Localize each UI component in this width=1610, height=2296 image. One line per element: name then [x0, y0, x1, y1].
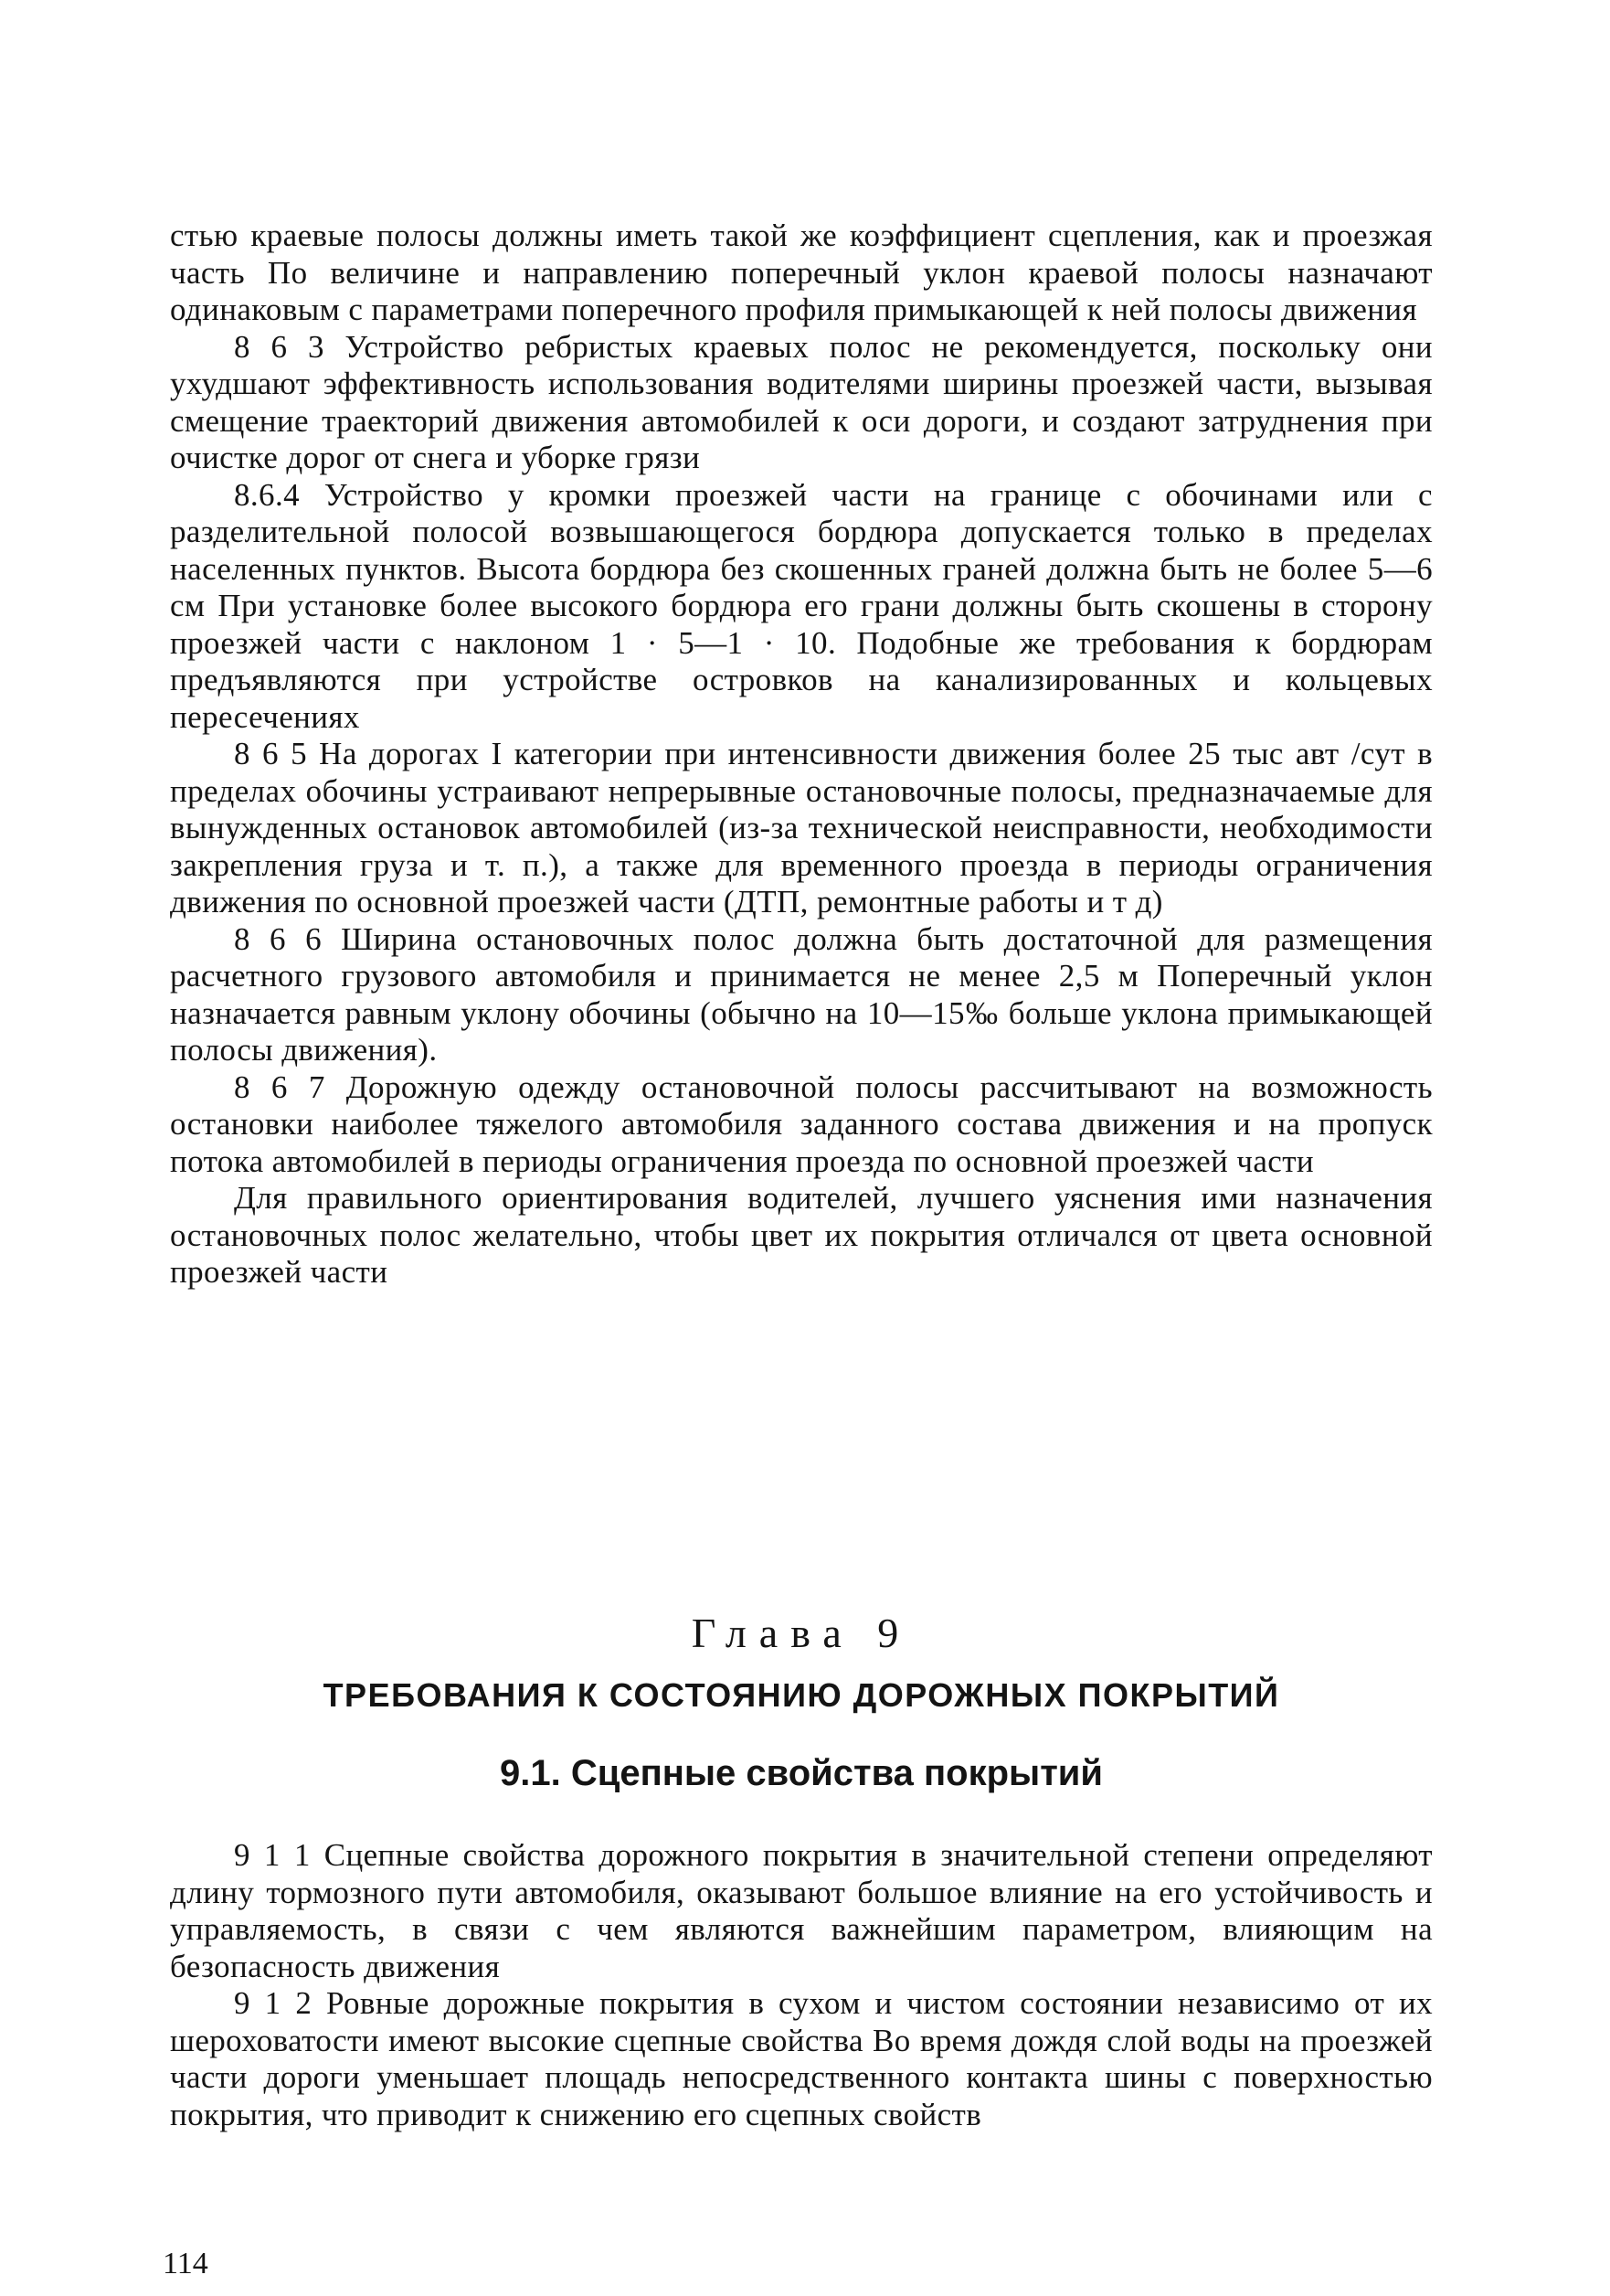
body-text-top [170, 218, 1433, 1292]
section-heading: 9.1. Сцепные свойства покрытий [500, 1753, 1103, 1793]
paragraph-8-6-6: 8 6 6 Ширина остановочных полос должна быть достаточной для размещения расчетного грузового автомобиля и принимается не менее 2,5 м Поперечный уклон назначается равным уклону обочины (обычно на 10—15‰ больше уклона примыкающей полосы движения). [170, 920, 1433, 1068]
chapter-heading: ТРЕБОВАНИЯ К СОСТОЯНИЮ ДОРОЖНЫХ ПОКРЫТИЙ [323, 1676, 1280, 1714]
continued-paragraph: стью краевые полосы должны иметь такой же коэффициент сцепления, как и проезжая часть По величине и направлению поперечный уклон краевой полосы назначают одинаковым с параметрами поперечного профиля примыкающей к ней полосы движения [170, 218, 1433, 327]
chapter-title: Глава 9 [691, 1610, 912, 1656]
paragraph-8-6-3: 8 6 3 Устройство ребристых краевых полос не рекомендуется, поскольку они ухудшают эффективность использования водителями ширины проезжей части, вызывая смещение траекторий движения автомобилей к оси дороги, и создают затруднения при очистке дорог от снега и уборке грязи [170, 328, 1433, 475]
paragraph-8-6-4: 8.6.4 Устройство у кромки проезжей части на границе с обочинами или с разделительной полосой возвышающегося бордюра допускается только в пределах населенных пунктов. Высота бордюра без скошенных граней должна быть не более 5—6 см При установке более высокого бордюра его грани должны быть скошены в сторону проезжей части с наклоном 1 · 5—1 · 10. Подобные же требования к бордюрам предъявляются при устройстве островков на канализированных и кольцевых пересечениях [170, 476, 1433, 735]
page-number: 114 [163, 2247, 208, 2280]
body-text-bottom [170, 1837, 1433, 2133]
paragraph-8-6-5: 8 6 5 На дорогах I категории при интенсивности движения более 25 тыс авт /сут в пределах обочины устраивают непрерывные остановочные полосы, предназначаемые для вынужденных остановок автомобилей (из-за технической неисправности, необходимости закрепления груза и т. п.), а также для временного проезда в периоды ограничения движения по основной проезжей части (ДТП, ремонтные работы и т д) [170, 736, 1433, 919]
paragraph-9-1-2: 9 1 2 Ровные дорожные покрытия в сухом и чистом состоянии независимо от их шероховатости имеют высокие сцепные свойства Во время дождя слой воды на проезжей части дороги уменьшает площадь непосредственного контакта шины с поверхностью покрытия, что приводит к снижению его сцепных свойств [170, 1985, 1433, 2132]
paragraph-orientation: Для правильного ориентирования водителей, лучшего уяснения ими назначения остановочных полос желательно, чтобы цвет их покрытия отличался от цвета основной проезжей части [170, 1180, 1433, 1290]
paragraph-9-1-1: 9 1 1 Сцепные свойства дорожного покрытия в значительной степени определяют длину тормозного пути автомобиля, оказывают большое влияние на его устойчивость и управляемость, в связи с чем являются важнейшим параметром, влияющим на безопасность движения [170, 1837, 1433, 1984]
paragraph-8-6-7: 8 6 7 Дорожную одежду остановочной полосы рассчитывают на возможность остановки наиболее тяжелого автомобиля заданного состава движения и на пропуск потока автомобилей в периоды ограничения проезда по основной проезжей части [170, 1068, 1433, 1179]
